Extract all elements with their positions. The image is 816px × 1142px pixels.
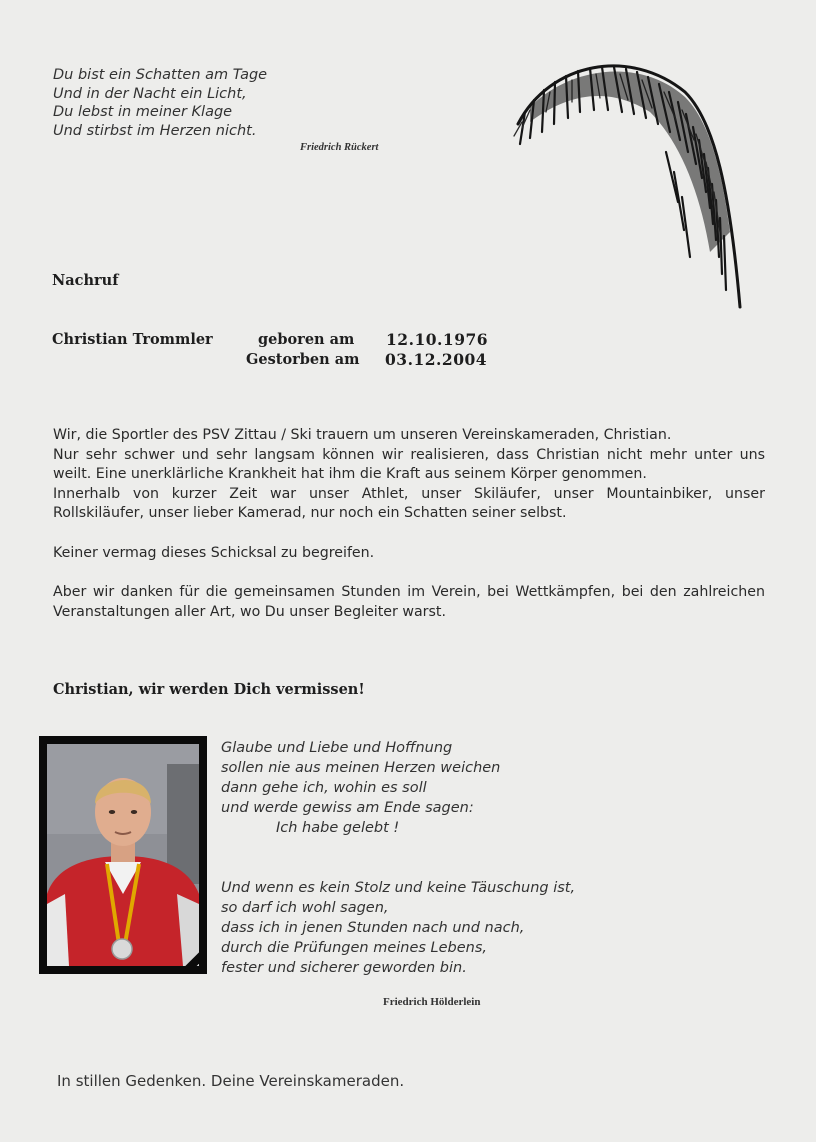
poem-bottom-line: Ich habe gelebt !: [276, 820, 400, 836]
poem-bottom-line: und werde gewiss am Ende sagen:: [221, 800, 474, 816]
fern-illustration: [510, 52, 750, 317]
died-date: 03.12.2004: [385, 350, 488, 369]
poem-top: [53, 66, 267, 140]
poem-top-line: Und stirbst im Herzen nicht.: [53, 122, 257, 139]
poem-top-line: Und in der Nacht ein Licht,: [53, 85, 247, 102]
poem-bottom-line: durch die Prüfungen meines Lebens,: [221, 940, 488, 956]
died-label: Gestorben am: [246, 351, 360, 368]
poem-bottom-line: so darf ich wohl sagen,: [221, 900, 389, 916]
born-date: 12.10.1976: [386, 330, 489, 349]
poem-top-line: Du lebst in meiner Klage: [53, 104, 233, 120]
paragraph: Aber wir danken für die gemeinsamen Stunden im Verein, bei Wettkämpfen, bei den zahlreichen Veranstaltungen aller Art, wo Du unser Begleiter warst.: [53, 584, 765, 620]
paragraph: Innerhalb von kurzer Zeit war unser Athlet, unser Skiläufer, unser Mountainbiker, unser Rollskiläufer, unser lieber Kamerad, nur noch ein Schatten seiner selbst.: [53, 485, 765, 521]
paragraph: Nur sehr schwer und sehr langsam können wir realisieren, dass Christian nicht mehr unter uns weilt. Eine unerklärliche Krankheit hat ihm die Kraft aus seinem Körper genommen.: [53, 446, 765, 482]
poem-bottom-line: dann gehe ich, wohin es soll: [221, 780, 427, 796]
born-label: geboren am: [258, 331, 355, 348]
poem-bottom-author: Friedrich Hölderlein: [383, 996, 481, 1008]
poem-top-line: Du bist ein Schatten am Tage: [53, 67, 268, 83]
poem-bottom-line: sollen nie aus meinen Herzen weichen: [221, 760, 501, 776]
obituary-text: [53, 426, 765, 642]
poem-top-author: Friedrich Rückert: [300, 142, 379, 153]
paragraph: Wir, die Sportler des PSV Zittau / Ski trauern um unseren Vereinskameraden, Christian.: [53, 427, 672, 443]
poem-bottom-line: dass ich in jenen Stunden nach und nach,: [221, 920, 525, 936]
deceased-name: Christian Trommler: [52, 331, 213, 348]
paragraph: Keiner vermag dieses Schicksal zu begreifen.: [53, 544, 375, 561]
footer-text: In stillen Gedenken. Deine Vereinskameraden.: [57, 1072, 405, 1090]
poem-bottom-line: Und wenn es kein Stolz und keine Täuschung ist,: [221, 880, 576, 896]
page-title: Nachruf: [52, 272, 119, 289]
closing-line: Christian, wir werden Dich vermissen!: [53, 681, 365, 698]
poem-bottom-line: Glaube und Liebe und Hoffnung: [221, 740, 453, 756]
portrait-illustration: [47, 744, 199, 966]
poem-bottom: [221, 738, 575, 978]
poem-bottom-line: fester und sicherer geworden bin.: [221, 960, 467, 976]
portrait-photo: [47, 744, 199, 966]
memorial-photo: [39, 736, 207, 974]
